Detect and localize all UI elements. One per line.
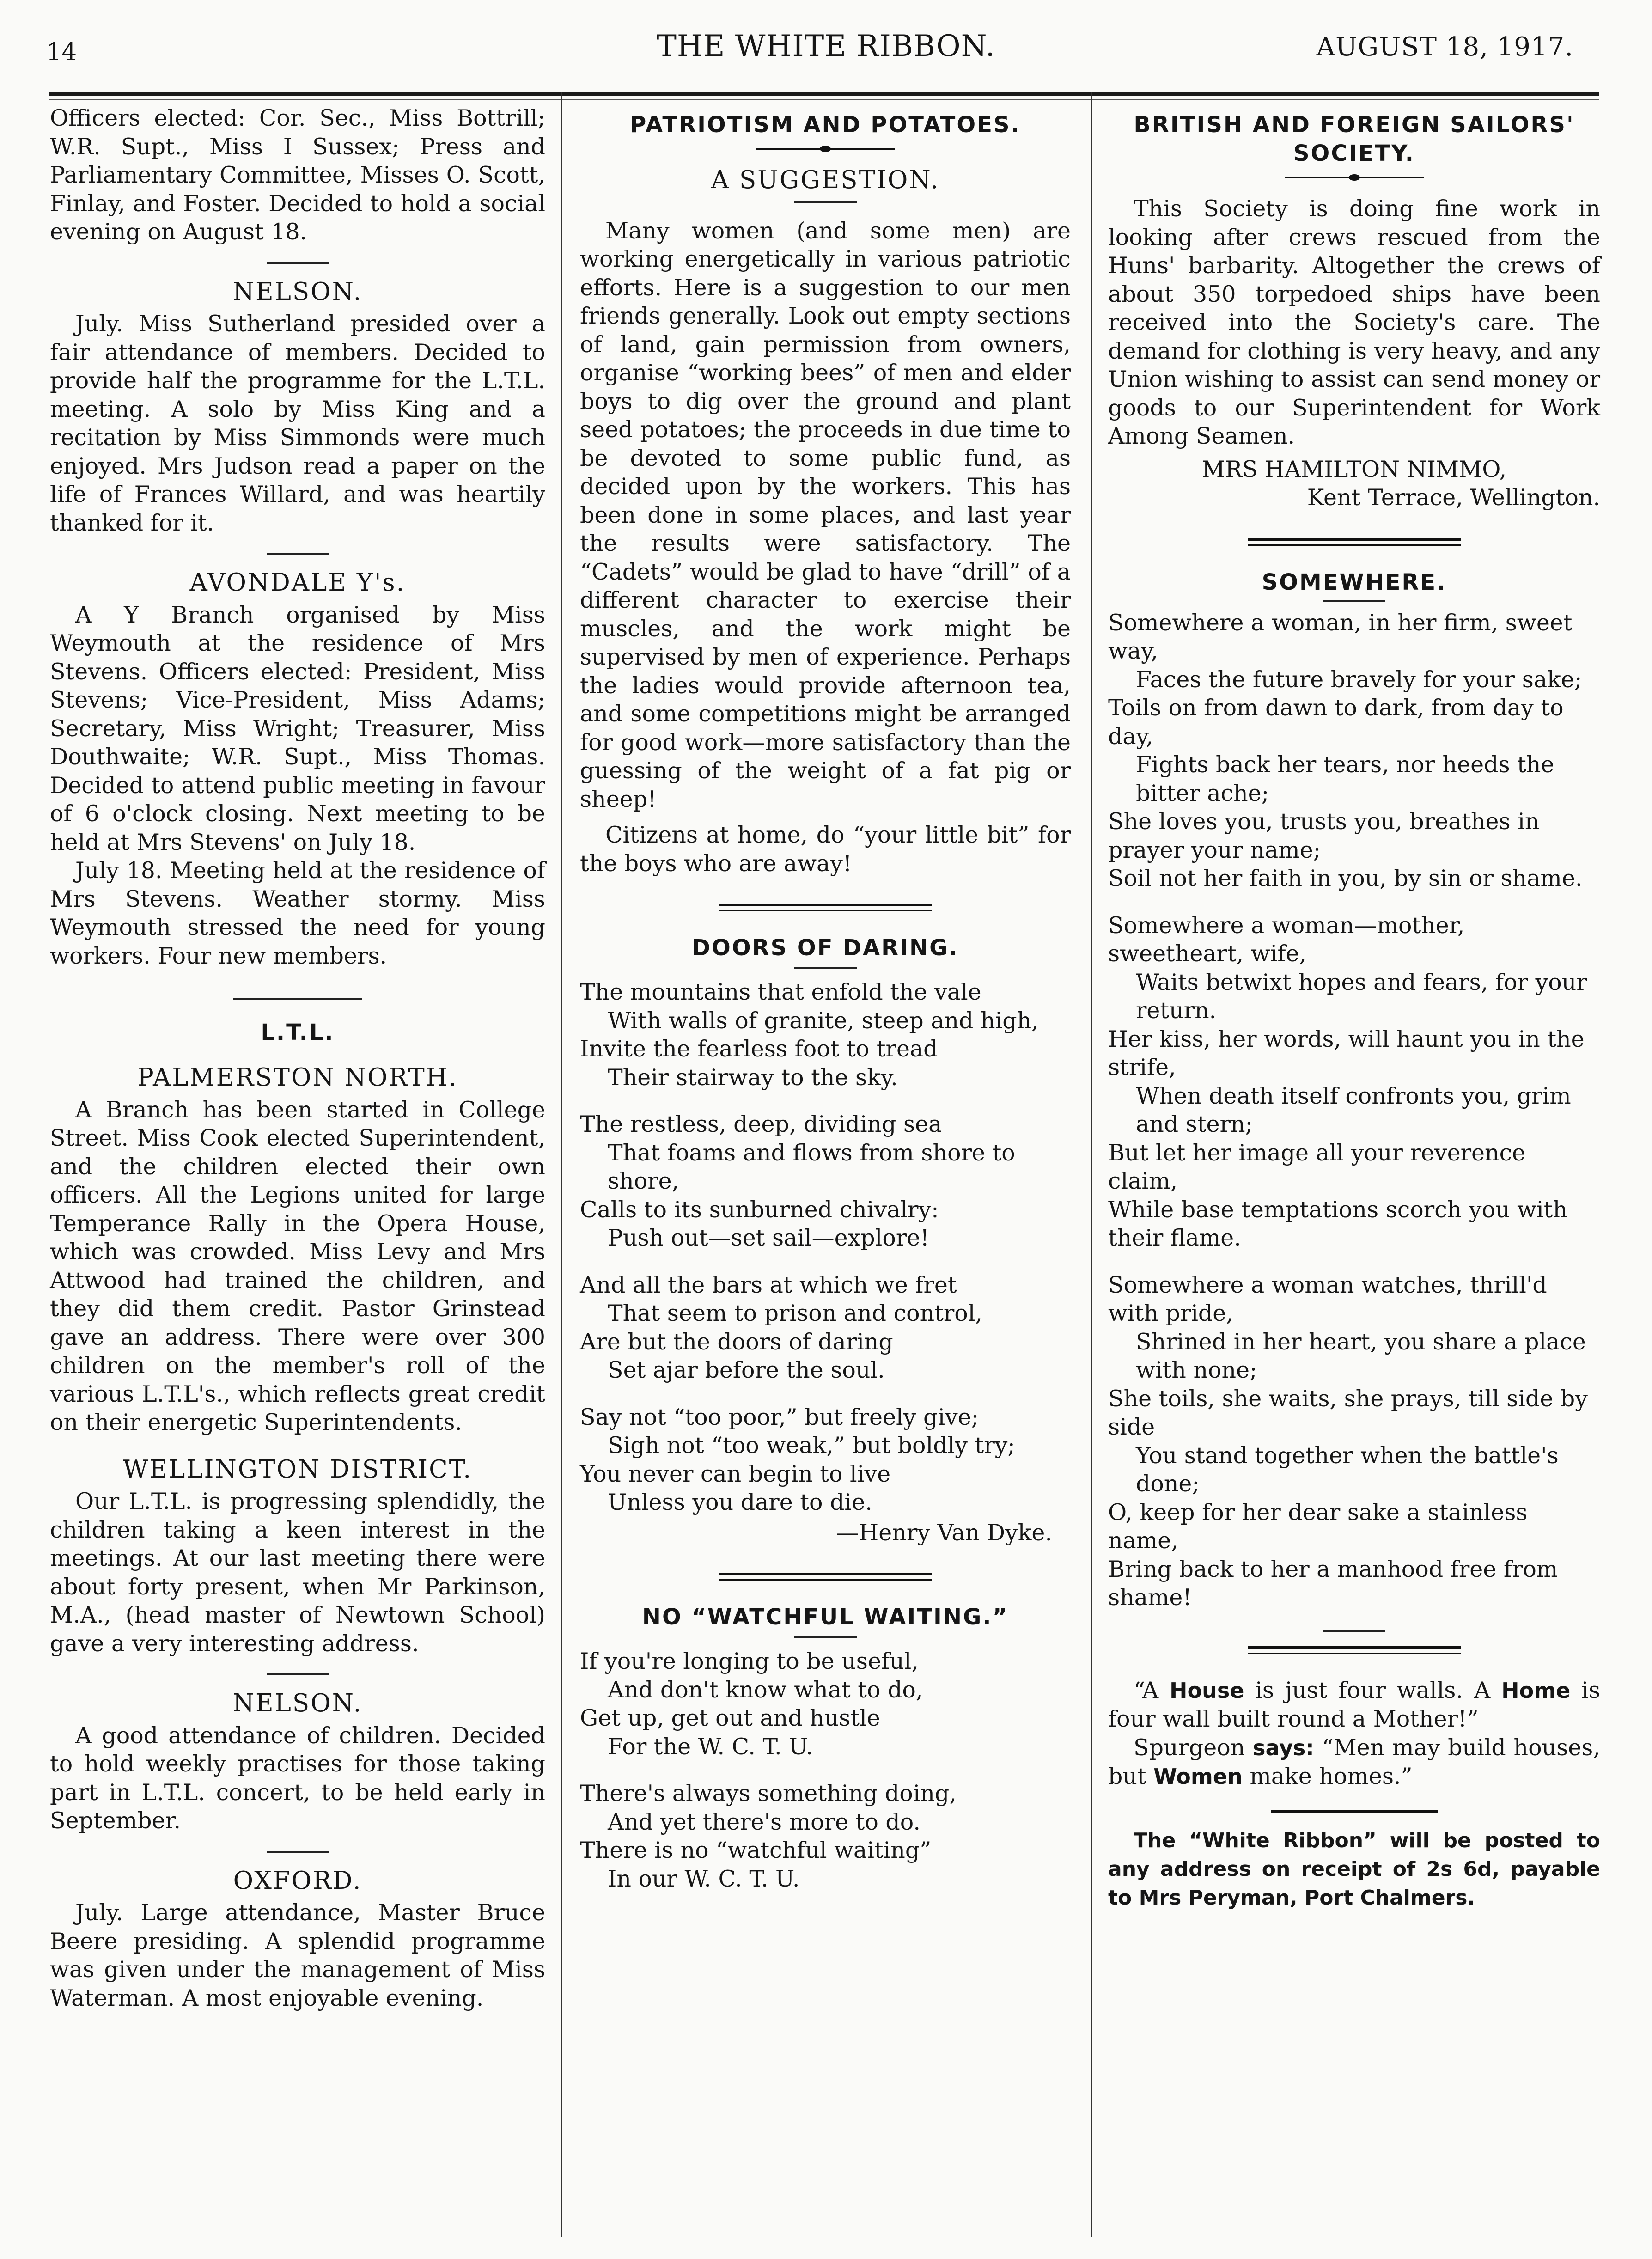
poem-line: For the W. C. T. U.	[608, 1733, 813, 1760]
poem-line: There's always something doing,	[580, 1780, 957, 1807]
poem-line: And yet there's more to do.	[608, 1808, 921, 1835]
poem-line: Waits betwixt hopes and fears, for your return.	[1136, 969, 1587, 1024]
poem-line: O, keep for her dear sake a stainless name,	[1108, 1499, 1528, 1554]
signature-name: MRS HAMILTON NIMMO,	[1201, 456, 1507, 482]
patriotism-closing: Citizens at home, do “your little bit” for the boys who are away!	[580, 822, 1071, 877]
watchful-poem	[580, 1647, 1071, 1893]
section-rule	[794, 201, 857, 203]
poem-line: She toils, she waits, she prays, till side by side	[1108, 1385, 1588, 1440]
poem-line: Sigh not “too weak,” but boldly try;	[608, 1432, 1015, 1459]
column-divider	[1091, 92, 1092, 2237]
poem-line: In our W. C. T. U.	[608, 1865, 800, 1892]
poem-line: She loves you, trusts you, breathes in prayer your name;	[1108, 808, 1540, 863]
palmerston-report: A Branch has been started in College Street. Miss Cook elected Superintendent, and the children elected their own officers. All the Legions united for large Temperance Rally in the Opera House, which was crowded. Miss Levy and Mrs Attwood had trained the children, and they did them credit. Pastor Grinstead gave an address. There were over 300 children on the member's roll of the various L.T.L's., which reflects great credit on their energetic Superintendents.	[50, 1096, 545, 1435]
poem-line: Somewhere a woman, in her firm, sweet way,	[1108, 609, 1573, 664]
ornament-rule	[756, 146, 895, 152]
paper-title: THE WHITE RIBBON.	[657, 29, 995, 63]
section-rule	[267, 1851, 329, 1853]
column-left	[50, 104, 545, 2012]
spurgeon-quote: Spurgeon says: “Men may build houses, but Women make homes.”	[1108, 1734, 1600, 1789]
home-quote: “A House is just four walls. A Home is four wall built round a Mother!”	[1108, 1677, 1600, 1732]
poem-stanza	[580, 1110, 1071, 1252]
poem-line: Their stairway to the sky.	[608, 1064, 898, 1091]
double-rule	[1248, 538, 1461, 546]
doors-poem	[580, 978, 1071, 1547]
poem-line: That seem to prison and control,	[608, 1300, 982, 1326]
poem-stanza	[580, 978, 1071, 1092]
subscription-notice: The “White Ribbon” will be posted to any address on receipt of 2s 6d, payable to Mrs Peryman, Port Chalmers.	[1108, 1828, 1600, 1910]
poem-line: Get up, get out and hustle	[580, 1705, 880, 1731]
page-number: 14	[46, 38, 77, 66]
column-divider	[561, 92, 562, 2237]
ornament-rule	[1285, 174, 1424, 181]
header-rule	[49, 92, 1599, 96]
section-heading-nelson: NELSON.	[232, 277, 363, 306]
poem-line: Soil not her faith in you, by sin or shame.	[1108, 865, 1583, 891]
issue-date: AUGUST 18, 1917.	[1316, 32, 1573, 62]
poem-line: That foams and flows from shore to shore,	[608, 1139, 1015, 1194]
poem-line: Her kiss, her words, will haunt you in the strife,	[1108, 1026, 1585, 1081]
poem-line: If you're longing to be useful,	[580, 1648, 919, 1674]
section-heading-oxford: OXFORD.	[233, 1866, 362, 1895]
section-heading-avondale: AVONDALE Y's.	[189, 568, 406, 597]
double-rule	[1248, 1646, 1461, 1654]
avondale-report-2: July 18. Meeting held at the residence of Mrs Stevens. Weather stormy. Miss Weymouth stressed the need for young workers. Four new members.	[50, 857, 545, 969]
poem-line: And don't know what to do,	[608, 1676, 923, 1703]
patriotism-subheading: A SUGGESTION.	[711, 166, 940, 194]
patriotism-text: Many women (and some men) are working energetically in various patriotic efforts. Here is a suggestion to our men friends generally. Look out empty sections of land, gain permission from owners, organise “working bees” of men and elder boys to dig over the ground and plant seed potatoes; the proceeds in due time to be devoted to some public fund, as decided upon by the workers. This has been done in some places, and last year the results were satisfactory. The “Cadets” would be glad to have “drill” of a different character to exercise their muscles, and the work might be supervised by men of experience. Perhaps the ladies would provide afternoon tea, and some competitions might be arranged for good work—more satisfactory than the guessing of the weight of a fat pig or sheep!	[580, 217, 1071, 812]
patriotism-heading: PATRIOTISM AND POTATOES.	[630, 112, 1021, 138]
poem-stanza	[580, 1779, 1071, 1893]
signature-address: Kent Terrace, Wellington.	[1307, 484, 1600, 511]
section-rule	[794, 967, 857, 969]
section-heading-nelson-ltl: NELSON.	[232, 1689, 363, 1717]
section-rule	[1323, 600, 1385, 602]
section-heading-palmerston: PALMERSTON NORTH.	[137, 1063, 458, 1092]
poem-line: Are but the doors of daring	[580, 1328, 893, 1355]
poem-line: With walls of granite, steep and high,	[608, 1007, 1039, 1034]
poem-line: But let her image all your reverence claim,	[1108, 1139, 1526, 1194]
oxford-report: July. Large attendance, Master Bruce Beere presiding. A splendid programme was given under the management of Miss Waterman. A most enjoyable evening.	[50, 1899, 545, 2011]
poem-stanza	[580, 1271, 1071, 1385]
running-header	[0, 25, 1652, 67]
poem-line: When death itself confronts you, grim and stern;	[1136, 1082, 1571, 1137]
poem-line: The mountains that enfold the vale	[580, 979, 981, 1005]
officers-paragraph: Officers elected: Cor. Sec., Miss Bottrill; W.R. Supt., Miss I Sussex; Press and Parliamentary Committee, Misses O. Scott, Finlay, and Foster. Decided to hold a social evening on August 18.	[50, 105, 545, 245]
poem-line: Bring back to her a manhood free from shame!	[1108, 1556, 1558, 1611]
poem-line: There is no “watchful waiting”	[580, 1837, 932, 1863]
section-rule	[267, 553, 329, 555]
poem-line: The restless, deep, dividing sea	[580, 1111, 942, 1137]
sailors-text: This Society is doing fine work in looking after crews rescued from the Huns' barbarity. Altogether the crews of about 350 torpedoed ships have been received into the Society's care. The demand for clothing is very heavy, and any Union wishing to assist can send money or goods to our Superintendent for Work Among Seamen.	[1108, 195, 1600, 449]
poem-line: Faces the future bravely for your sake;	[1136, 666, 1582, 693]
poem-stanza	[1108, 1271, 1600, 1612]
ltl-heading: L.T.L.	[261, 1020, 335, 1045]
poem-line: While base temptations scorch you with their flame.	[1108, 1196, 1567, 1251]
section-heading-wellington: WELLINGTON DISTRICT.	[122, 1455, 473, 1484]
column-middle	[580, 104, 1071, 1893]
section-rule	[794, 1636, 857, 1638]
poem-line: Push out—set sail—explore!	[608, 1225, 929, 1251]
poem-line: Unless you dare to die.	[608, 1489, 872, 1515]
poem-line: Calls to its sunburned chivalry:	[580, 1196, 939, 1223]
section-rule	[233, 998, 362, 1000]
poem-line: Shrined in her heart, you share a place with none;	[1136, 1328, 1586, 1383]
watchful-heading: NO “WATCHFUL WAITING.”	[642, 1604, 1009, 1630]
section-rule	[1323, 1630, 1385, 1632]
poem-line: And all the bars at which we fret	[580, 1271, 957, 1298]
somewhere-poem	[1108, 609, 1600, 1612]
wellington-report: Our L.T.L. is progressing splendidly, the children taking a keen interest in the meetings. At our last meeting there were about forty present, when Mr Parkinson, M.A., (head master of Newtown School) gave a very interesting address.	[50, 1488, 545, 1657]
double-rule	[719, 1573, 932, 1581]
poem-line: Somewhere a woman—mother, sweetheart, wife,	[1108, 912, 1465, 967]
poem-line: Fights back her tears, nor heeds the bitter ache;	[1136, 751, 1554, 806]
double-rule	[719, 904, 932, 911]
poem-stanza	[580, 1647, 1071, 1761]
avondale-report: A Y Branch organised by Miss Weymouth at the residence of Mrs Stevens. Officers elected: President, Miss Stevens; Vice-President, Miss Adams; Secretary, Miss Wright; Treasurer, Miss Douthwaite; W.R. Supt., Miss Thomas. Decided to attend public meeting in favour of 6 o'clock closing. Next meeting to be held at Mrs Stevens' on July 18.	[50, 601, 545, 855]
poem-stanza	[1108, 911, 1600, 1252]
section-rule	[267, 262, 329, 264]
nelson-report: July. Miss Sutherland presided over a fair attendance of members. Decided to provide half the programme for the L.T.L. meeting. A solo by Miss King and a recitation by Miss Simmonds were much enjoyed. Mrs Judson read a paper on the life of Frances Willard, and was heartily thanked for it.	[50, 311, 545, 536]
somewhere-heading: SOMEWHERE.	[1262, 569, 1447, 595]
nelson-ltl-report: A good attendance of children. Decided to hold weekly practises for those taking part in L.T.L. concert, to be held early in September.	[50, 1722, 545, 1834]
poem-stanza	[1108, 609, 1600, 893]
doors-heading: DOORS OF DARING.	[692, 935, 959, 961]
section-rule	[267, 1673, 329, 1675]
poem-line: Toils on from dawn to dark, from day to day,	[1108, 695, 1564, 750]
header-rule-thin	[49, 99, 1599, 100]
poem-line: Invite the fearless foot to tread	[580, 1036, 938, 1062]
poem-line: You stand together when the battle's done;	[1136, 1442, 1559, 1497]
section-rule	[1271, 1810, 1438, 1813]
column-right	[1108, 104, 1600, 1912]
poem-line: You never can begin to live	[580, 1460, 891, 1487]
poem-author: —Henry Van Dyke.	[836, 1519, 1052, 1546]
poem-line: Say not “too poor,” but freely give;	[580, 1404, 979, 1430]
poem-stanza	[580, 1403, 1071, 1517]
poem-line: Somewhere a woman watches, thrill'd with pride,	[1108, 1271, 1547, 1326]
sailors-heading: BRITISH AND FOREIGN SAILORS' SOCIETY.	[1134, 112, 1575, 166]
poem-line: Set ajar before the soul.	[608, 1357, 885, 1383]
